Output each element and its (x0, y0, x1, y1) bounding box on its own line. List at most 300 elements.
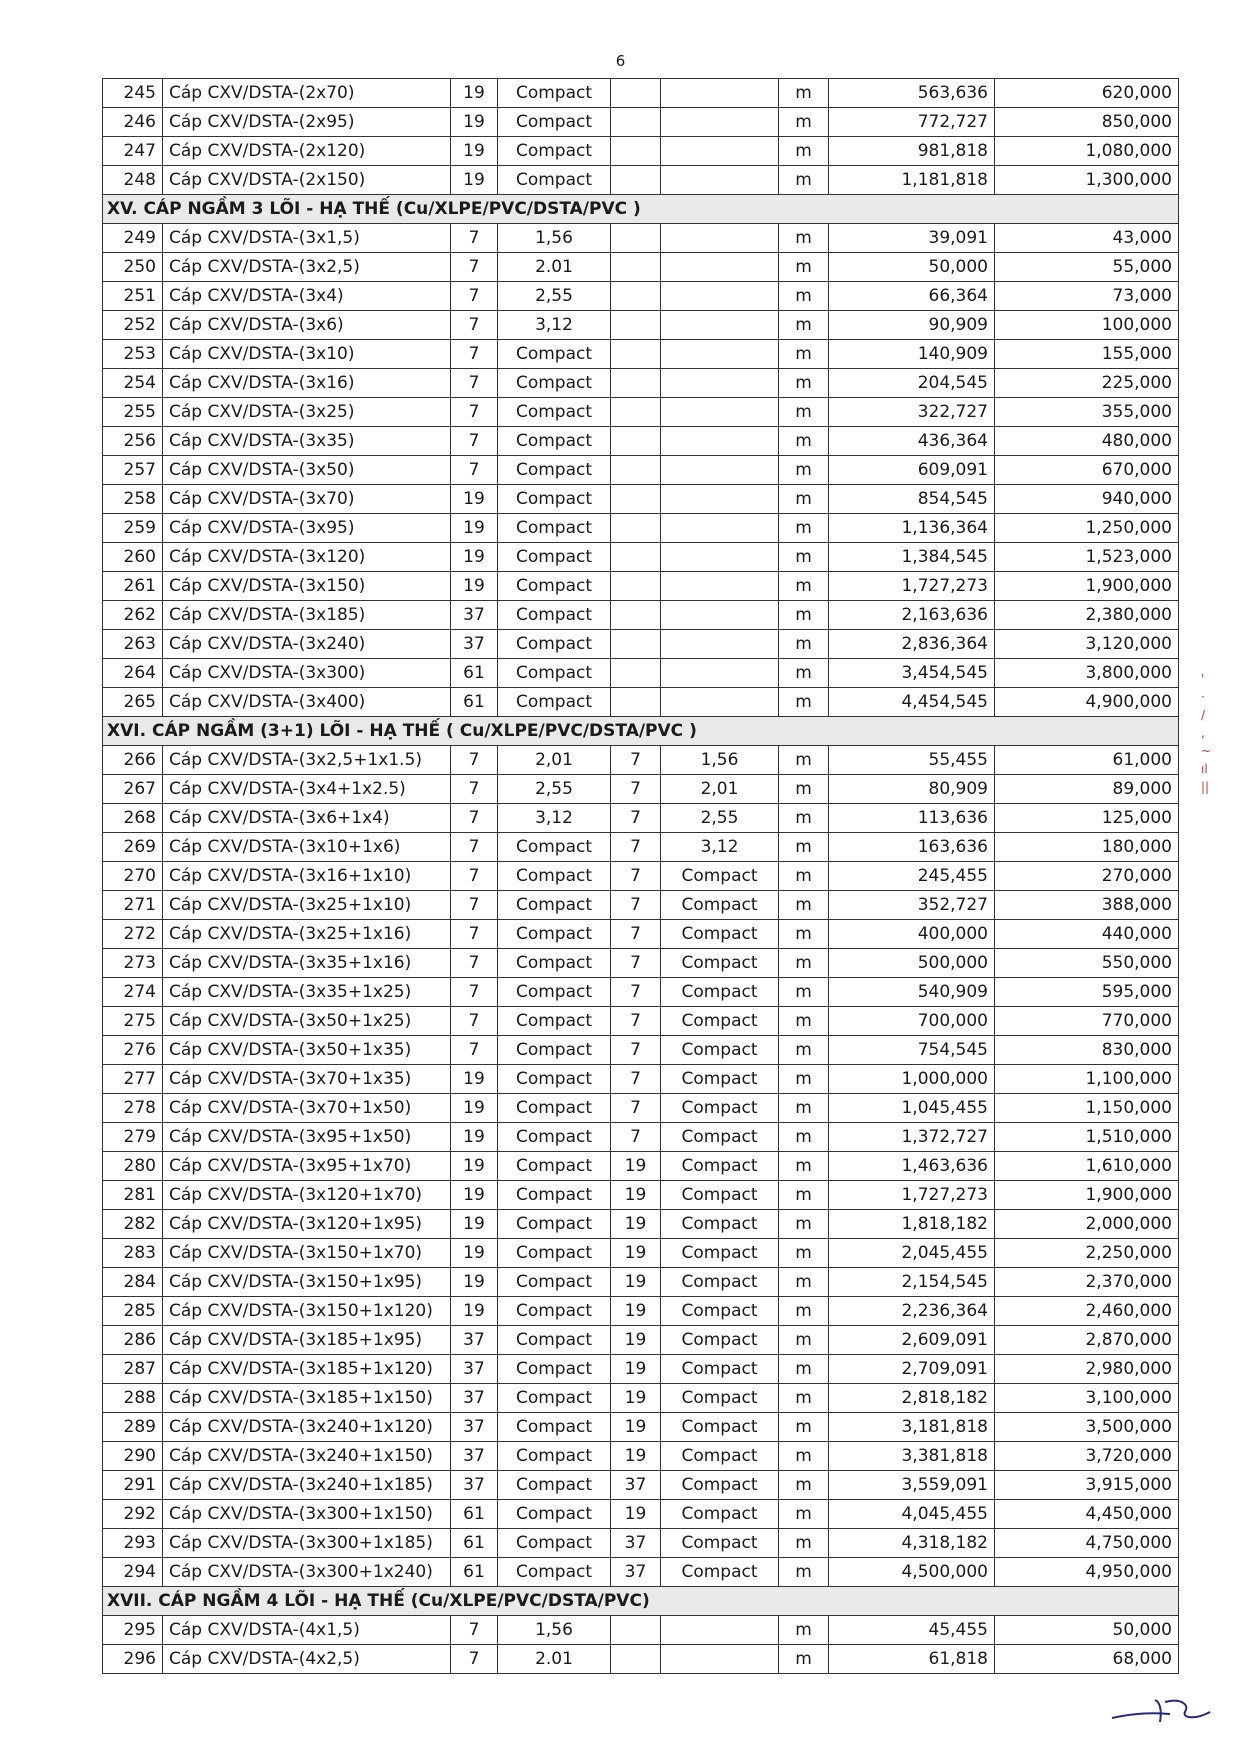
wire-diameter-cell: Compact (498, 1123, 611, 1152)
cable-name-cell: Cáp CXV/DSTA-(3x150+1x120) (163, 1297, 451, 1326)
price-before-vat-cell: 1,818,182 (829, 1210, 995, 1239)
neutral-core-count-cell (611, 688, 661, 717)
signature (1110, 1690, 1220, 1734)
unit-cell: m (779, 1094, 829, 1123)
cable-name-cell: Cáp CXV/DSTA-(3x35+1x25) (163, 978, 451, 1007)
wire-diameter-cell: 2.01 (498, 253, 611, 282)
unit-cell: m (779, 833, 829, 862)
unit-cell: m (779, 369, 829, 398)
core-count-cell: 7 (451, 282, 498, 311)
neutral-wire-diameter-cell: Compact (661, 1529, 779, 1558)
wire-diameter-cell: Compact (498, 1181, 611, 1210)
core-count-cell: 19 (451, 572, 498, 601)
cable-name-cell: Cáp CXV/DSTA-(3x70+1x35) (163, 1065, 451, 1094)
cable-name-cell: Cáp CXV/DSTA-(2x150) (163, 166, 451, 195)
price-after-vat-cell: 50,000 (995, 1616, 1179, 1645)
neutral-wire-diameter-cell: 1,56 (661, 746, 779, 775)
cable-name-cell: Cáp CXV/DSTA-(3x300) (163, 659, 451, 688)
cable-name-cell: Cáp CXV/DSTA-(3x1,5) (163, 224, 451, 253)
cable-name-cell: Cáp CXV/DSTA-(3x35+1x16) (163, 949, 451, 978)
cable-name-cell: Cáp CXV/DSTA-(3x25) (163, 398, 451, 427)
neutral-core-count-cell: 19 (611, 1384, 661, 1413)
wire-diameter-cell: Compact (498, 688, 611, 717)
row-number-cell: 255 (103, 398, 163, 427)
margin-marks: ' · / , ~ ıl || (1201, 672, 1212, 794)
neutral-wire-diameter-cell (661, 369, 779, 398)
unit-cell: m (779, 311, 829, 340)
wire-diameter-cell: Compact (498, 1152, 611, 1181)
wire-diameter-cell: Compact (498, 1384, 611, 1413)
cable-name-cell: Cáp CXV/DSTA-(3x50) (163, 456, 451, 485)
unit-cell: m (779, 1036, 829, 1065)
wire-diameter-cell: Compact (498, 108, 611, 137)
cable-name-cell: Cáp CXV/DSTA-(3x240+1x185) (163, 1471, 451, 1500)
section-header (103, 195, 1179, 224)
cable-name-cell: Cáp CXV/DSTA-(2x120) (163, 137, 451, 166)
wire-diameter-cell: Compact (498, 659, 611, 688)
core-count-cell: 19 (451, 485, 498, 514)
price-before-vat-cell: 1,727,273 (829, 572, 995, 601)
price-after-vat-cell: 1,510,000 (995, 1123, 1179, 1152)
price-after-vat-cell: 388,000 (995, 891, 1179, 920)
row-number-cell: 257 (103, 456, 163, 485)
row-number-cell: 276 (103, 1036, 163, 1065)
core-count-cell: 7 (451, 978, 498, 1007)
unit-cell: m (779, 253, 829, 282)
table-row (103, 340, 1179, 369)
neutral-wire-diameter-cell (661, 166, 779, 195)
wire-diameter-cell: Compact (498, 1239, 611, 1268)
price-after-vat-cell: 1,100,000 (995, 1065, 1179, 1094)
unit-cell: m (779, 891, 829, 920)
price-before-vat-cell: 4,454,545 (829, 688, 995, 717)
price-after-vat-cell: 225,000 (995, 369, 1179, 398)
core-count-cell: 7 (451, 311, 498, 340)
row-number-cell: 258 (103, 485, 163, 514)
row-number-cell: 252 (103, 311, 163, 340)
price-after-vat-cell: 1,080,000 (995, 137, 1179, 166)
neutral-core-count-cell: 19 (611, 1355, 661, 1384)
table-row (103, 456, 1179, 485)
wire-diameter-cell: Compact (498, 79, 611, 108)
core-count-cell: 19 (451, 1297, 498, 1326)
neutral-core-count-cell (611, 253, 661, 282)
cable-name-cell: Cáp CXV/DSTA-(3x10+1x6) (163, 833, 451, 862)
row-number-cell: 253 (103, 340, 163, 369)
neutral-core-count-cell (611, 311, 661, 340)
neutral-core-count-cell: 7 (611, 746, 661, 775)
neutral-wire-diameter-cell (661, 311, 779, 340)
price-before-vat-cell: 80,909 (829, 775, 995, 804)
row-number-cell: 290 (103, 1442, 163, 1471)
table-row (103, 1442, 1179, 1471)
unit-cell: m (779, 1181, 829, 1210)
row-number-cell: 296 (103, 1645, 163, 1674)
row-number-cell: 256 (103, 427, 163, 456)
table-row (103, 1645, 1179, 1674)
core-count-cell: 7 (451, 456, 498, 485)
price-before-vat-cell: 140,909 (829, 340, 995, 369)
price-before-vat-cell: 245,455 (829, 862, 995, 891)
core-count-cell: 61 (451, 659, 498, 688)
wire-diameter-cell: Compact (498, 891, 611, 920)
neutral-core-count-cell: 19 (611, 1268, 661, 1297)
row-number-cell: 246 (103, 108, 163, 137)
table-row (103, 1326, 1179, 1355)
row-number-cell: 248 (103, 166, 163, 195)
cable-name-cell: Cáp CXV/DSTA-(3x400) (163, 688, 451, 717)
neutral-core-count-cell: 7 (611, 1123, 661, 1152)
core-count-cell: 7 (451, 1036, 498, 1065)
table-row (103, 543, 1179, 572)
neutral-core-count-cell: 7 (611, 775, 661, 804)
neutral-wire-diameter-cell (661, 398, 779, 427)
price-before-vat-cell: 540,909 (829, 978, 995, 1007)
core-count-cell: 7 (451, 862, 498, 891)
unit-cell: m (779, 166, 829, 195)
neutral-wire-diameter-cell (661, 79, 779, 108)
unit-cell: m (779, 1326, 829, 1355)
price-table-body (103, 79, 1179, 1674)
cable-name-cell: Cáp CXV/DSTA-(3x300+1x185) (163, 1529, 451, 1558)
unit-cell: m (779, 1268, 829, 1297)
core-count-cell: 61 (451, 1500, 498, 1529)
section-title: XVII. CÁP NGẦM 4 LÕI - HẠ THẾ (Cu/XLPE/PVC/DSTA/PVC) (103, 1587, 1179, 1616)
price-after-vat-cell: 1,250,000 (995, 514, 1179, 543)
table-row (103, 137, 1179, 166)
core-count-cell: 7 (451, 920, 498, 949)
price-before-vat-cell: 400,000 (829, 920, 995, 949)
row-number-cell: 272 (103, 920, 163, 949)
row-number-cell: 269 (103, 833, 163, 862)
row-number-cell: 251 (103, 282, 163, 311)
wire-diameter-cell: Compact (498, 340, 611, 369)
price-after-vat-cell: 1,900,000 (995, 572, 1179, 601)
neutral-core-count-cell (611, 166, 661, 195)
table-row (103, 1384, 1179, 1413)
price-after-vat-cell: 1,900,000 (995, 1181, 1179, 1210)
table-row (103, 224, 1179, 253)
core-count-cell: 7 (451, 224, 498, 253)
cable-name-cell: Cáp CXV/DSTA-(2x95) (163, 108, 451, 137)
table-row (103, 1181, 1179, 1210)
neutral-core-count-cell (611, 543, 661, 572)
section-title: XVI. CÁP NGẦM (3+1) LÕI - HẠ THẾ ( Cu/XLPE/PVC/DSTA/PVC ) (103, 717, 1179, 746)
neutral-core-count-cell: 19 (611, 1326, 661, 1355)
unit-cell: m (779, 108, 829, 137)
wire-diameter-cell: Compact (498, 1065, 611, 1094)
row-number-cell: 275 (103, 1007, 163, 1036)
neutral-core-count-cell: 19 (611, 1239, 661, 1268)
price-after-vat-cell: 550,000 (995, 949, 1179, 978)
wire-diameter-cell: Compact (498, 1094, 611, 1123)
cable-name-cell: Cáp CXV/DSTA-(3x70+1x50) (163, 1094, 451, 1123)
table-row (103, 891, 1179, 920)
price-before-vat-cell: 436,364 (829, 427, 995, 456)
cable-name-cell: Cáp CXV/DSTA-(3x95) (163, 514, 451, 543)
price-before-vat-cell: 1,372,727 (829, 1123, 995, 1152)
price-before-vat-cell: 4,045,455 (829, 1500, 995, 1529)
table-row (103, 485, 1179, 514)
price-before-vat-cell: 700,000 (829, 1007, 995, 1036)
neutral-wire-diameter-cell: Compact (661, 1558, 779, 1587)
table-row (103, 688, 1179, 717)
neutral-wire-diameter-cell: Compact (661, 920, 779, 949)
core-count-cell: 19 (451, 166, 498, 195)
neutral-wire-diameter-cell: Compact (661, 978, 779, 1007)
row-number-cell: 254 (103, 369, 163, 398)
neutral-wire-diameter-cell: Compact (661, 1413, 779, 1442)
unit-cell: m (779, 1297, 829, 1326)
price-before-vat-cell: 500,000 (829, 949, 995, 978)
neutral-core-count-cell: 7 (611, 804, 661, 833)
row-number-cell: 245 (103, 79, 163, 108)
wire-diameter-cell: Compact (498, 1558, 611, 1587)
unit-cell: m (779, 746, 829, 775)
unit-cell: m (779, 340, 829, 369)
unit-cell: m (779, 1529, 829, 1558)
table-row (103, 1297, 1179, 1326)
unit-cell: m (779, 862, 829, 891)
core-count-cell: 7 (451, 340, 498, 369)
neutral-core-count-cell: 37 (611, 1471, 661, 1500)
table-row (103, 775, 1179, 804)
price-after-vat-cell: 940,000 (995, 485, 1179, 514)
cable-name-cell: Cáp CXV/DSTA-(3x185) (163, 601, 451, 630)
neutral-wire-diameter-cell: Compact (661, 1355, 779, 1384)
core-count-cell: 7 (451, 253, 498, 282)
table-row (103, 659, 1179, 688)
price-before-vat-cell: 322,727 (829, 398, 995, 427)
wire-diameter-cell: 2,55 (498, 775, 611, 804)
unit-cell: m (779, 775, 829, 804)
price-after-vat-cell: 125,000 (995, 804, 1179, 833)
price-after-vat-cell: 100,000 (995, 311, 1179, 340)
row-number-cell: 263 (103, 630, 163, 659)
cable-name-cell: Cáp CXV/DSTA-(3x240+1x150) (163, 1442, 451, 1471)
neutral-wire-diameter-cell (661, 137, 779, 166)
neutral-wire-diameter-cell: Compact (661, 1500, 779, 1529)
price-after-vat-cell: 595,000 (995, 978, 1179, 1007)
row-number-cell: 283 (103, 1239, 163, 1268)
core-count-cell: 61 (451, 1529, 498, 1558)
neutral-wire-diameter-cell (661, 427, 779, 456)
unit-cell: m (779, 485, 829, 514)
price-after-vat-cell: 830,000 (995, 1036, 1179, 1065)
neutral-core-count-cell (611, 282, 661, 311)
price-after-vat-cell: 89,000 (995, 775, 1179, 804)
neutral-core-count-cell (611, 514, 661, 543)
price-after-vat-cell: 3,500,000 (995, 1413, 1179, 1442)
neutral-core-count-cell (611, 340, 661, 369)
price-table (102, 78, 1179, 1674)
core-count-cell: 19 (451, 1152, 498, 1181)
cable-name-cell: Cáp CXV/DSTA-(3x50+1x35) (163, 1036, 451, 1065)
neutral-wire-diameter-cell (661, 108, 779, 137)
core-count-cell: 19 (451, 79, 498, 108)
core-count-cell: 61 (451, 688, 498, 717)
page-number: 6 (615, 52, 626, 70)
table-row (103, 166, 1179, 195)
price-after-vat-cell: 4,950,000 (995, 1558, 1179, 1587)
neutral-wire-diameter-cell (661, 514, 779, 543)
price-before-vat-cell: 609,091 (829, 456, 995, 485)
unit-cell: m (779, 804, 829, 833)
price-after-vat-cell: 1,150,000 (995, 1094, 1179, 1123)
price-after-vat-cell: 1,610,000 (995, 1152, 1179, 1181)
wire-diameter-cell: Compact (498, 949, 611, 978)
neutral-core-count-cell: 7 (611, 920, 661, 949)
price-before-vat-cell: 66,364 (829, 282, 995, 311)
wire-diameter-cell: Compact (498, 1268, 611, 1297)
unit-cell: m (779, 543, 829, 572)
table-row (103, 1268, 1179, 1297)
price-before-vat-cell: 4,500,000 (829, 1558, 995, 1587)
core-count-cell: 7 (451, 833, 498, 862)
core-count-cell: 7 (451, 1007, 498, 1036)
row-number-cell: 291 (103, 1471, 163, 1500)
price-before-vat-cell: 45,455 (829, 1616, 995, 1645)
price-before-vat-cell: 1,463,636 (829, 1152, 995, 1181)
neutral-core-count-cell (611, 427, 661, 456)
price-before-vat-cell: 563,636 (829, 79, 995, 108)
cable-name-cell: Cáp CXV/DSTA-(3x25+1x10) (163, 891, 451, 920)
price-before-vat-cell: 1,045,455 (829, 1094, 995, 1123)
core-count-cell: 19 (451, 108, 498, 137)
table-row (103, 804, 1179, 833)
price-after-vat-cell: 2,980,000 (995, 1355, 1179, 1384)
neutral-core-count-cell (611, 485, 661, 514)
neutral-core-count-cell: 37 (611, 1558, 661, 1587)
row-number-cell: 268 (103, 804, 163, 833)
neutral-core-count-cell: 7 (611, 1094, 661, 1123)
neutral-core-count-cell: 37 (611, 1529, 661, 1558)
neutral-core-count-cell (611, 456, 661, 485)
neutral-wire-diameter-cell (661, 572, 779, 601)
table-row (103, 1152, 1179, 1181)
neutral-core-count-cell: 7 (611, 862, 661, 891)
cable-name-cell: Cáp CXV/DSTA-(3x185+1x150) (163, 1384, 451, 1413)
wire-diameter-cell: 2,01 (498, 746, 611, 775)
table-row (103, 311, 1179, 340)
unit-cell: m (779, 282, 829, 311)
wire-diameter-cell: Compact (498, 1500, 611, 1529)
wire-diameter-cell: Compact (498, 862, 611, 891)
neutral-wire-diameter-cell: 2,55 (661, 804, 779, 833)
neutral-wire-diameter-cell: Compact (661, 1471, 779, 1500)
price-after-vat-cell: 3,720,000 (995, 1442, 1179, 1471)
wire-diameter-cell: Compact (498, 514, 611, 543)
unit-cell: m (779, 1442, 829, 1471)
price-after-vat-cell: 4,450,000 (995, 1500, 1179, 1529)
cable-name-cell: Cáp CXV/DSTA-(3x185+1x95) (163, 1326, 451, 1355)
price-before-vat-cell: 50,000 (829, 253, 995, 282)
neutral-wire-diameter-cell (661, 253, 779, 282)
neutral-core-count-cell: 7 (611, 1036, 661, 1065)
price-before-vat-cell: 2,154,545 (829, 1268, 995, 1297)
cable-name-cell: Cáp CXV/DSTA-(4x2,5) (163, 1645, 451, 1674)
table-row (103, 1094, 1179, 1123)
table-row (103, 630, 1179, 659)
row-number-cell: 288 (103, 1384, 163, 1413)
price-after-vat-cell: 4,750,000 (995, 1529, 1179, 1558)
core-count-cell: 7 (451, 746, 498, 775)
row-number-cell: 284 (103, 1268, 163, 1297)
unit-cell: m (779, 1616, 829, 1645)
table-row (103, 1471, 1179, 1500)
neutral-core-count-cell (611, 630, 661, 659)
price-after-vat-cell: 4,900,000 (995, 688, 1179, 717)
table-row (103, 1413, 1179, 1442)
price-after-vat-cell: 2,870,000 (995, 1326, 1179, 1355)
wire-diameter-cell: Compact (498, 1210, 611, 1239)
row-number-cell: 261 (103, 572, 163, 601)
neutral-wire-diameter-cell (661, 282, 779, 311)
neutral-wire-diameter-cell: Compact (661, 1326, 779, 1355)
neutral-wire-diameter-cell: Compact (661, 1036, 779, 1065)
row-number-cell: 250 (103, 253, 163, 282)
row-number-cell: 249 (103, 224, 163, 253)
neutral-wire-diameter-cell (661, 659, 779, 688)
cable-name-cell: Cáp CXV/DSTA-(3x95+1x70) (163, 1152, 451, 1181)
cable-name-cell: Cáp CXV/DSTA-(3x70) (163, 485, 451, 514)
core-count-cell: 37 (451, 1384, 498, 1413)
price-before-vat-cell: 754,545 (829, 1036, 995, 1065)
core-count-cell: 37 (451, 1471, 498, 1500)
unit-cell: m (779, 427, 829, 456)
table-row (103, 862, 1179, 891)
price-after-vat-cell: 3,120,000 (995, 630, 1179, 659)
wire-diameter-cell: Compact (498, 427, 611, 456)
price-after-vat-cell: 670,000 (995, 456, 1179, 485)
wire-diameter-cell: Compact (498, 166, 611, 195)
price-after-vat-cell: 440,000 (995, 920, 1179, 949)
row-number-cell: 282 (103, 1210, 163, 1239)
wire-diameter-cell: Compact (498, 369, 611, 398)
core-count-cell: 61 (451, 1558, 498, 1587)
price-after-vat-cell: 3,100,000 (995, 1384, 1179, 1413)
unit-cell: m (779, 224, 829, 253)
neutral-wire-diameter-cell: Compact (661, 1442, 779, 1471)
neutral-core-count-cell (611, 137, 661, 166)
unit-cell: m (779, 1007, 829, 1036)
table-row (103, 1065, 1179, 1094)
row-number-cell: 280 (103, 1152, 163, 1181)
core-count-cell: 7 (451, 398, 498, 427)
table-row (103, 79, 1179, 108)
cable-name-cell: Cáp CXV/DSTA-(3x150+1x70) (163, 1239, 451, 1268)
cable-name-cell: Cáp CXV/DSTA-(3x16+1x10) (163, 862, 451, 891)
neutral-wire-diameter-cell (661, 601, 779, 630)
price-before-vat-cell: 39,091 (829, 224, 995, 253)
neutral-core-count-cell (611, 108, 661, 137)
cable-name-cell: Cáp CXV/DSTA-(3x4) (163, 282, 451, 311)
core-count-cell: 7 (451, 775, 498, 804)
row-number-cell: 294 (103, 1558, 163, 1587)
unit-cell: m (779, 949, 829, 978)
core-count-cell: 19 (451, 514, 498, 543)
wire-diameter-cell: Compact (498, 1442, 611, 1471)
price-before-vat-cell: 2,236,364 (829, 1297, 995, 1326)
table-row (103, 978, 1179, 1007)
neutral-core-count-cell (611, 398, 661, 427)
neutral-core-count-cell: 19 (611, 1210, 661, 1239)
price-before-vat-cell: 352,727 (829, 891, 995, 920)
cable-name-cell: Cáp CXV/DSTA-(4x1,5) (163, 1616, 451, 1645)
table-row (103, 1007, 1179, 1036)
price-after-vat-cell: 68,000 (995, 1645, 1179, 1674)
table-row (103, 949, 1179, 978)
